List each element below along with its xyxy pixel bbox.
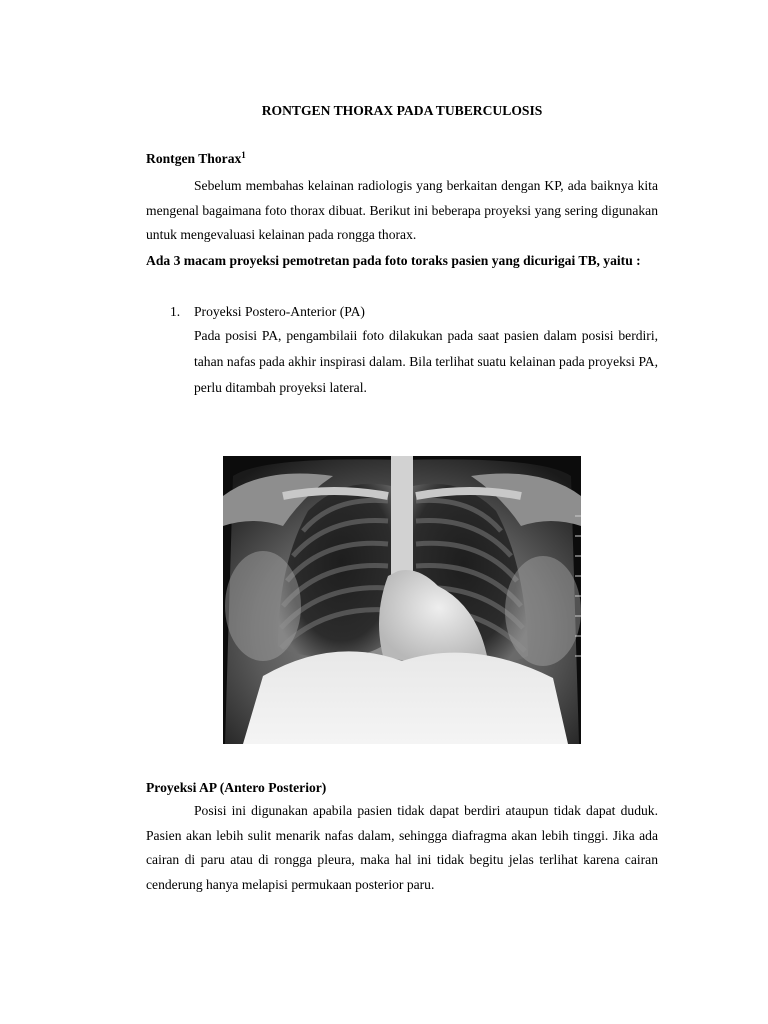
chest-xray-image [223, 456, 581, 744]
list-number: 1. [170, 304, 181, 319]
list-label: Proyeksi Postero-Anterior (PA) [194, 304, 365, 319]
ap-paragraph [146, 799, 658, 897]
page-title: RONTGEN THORAX PADA TUBERCULOSIS [261, 103, 543, 118]
section-heading-ap: Proyeksi AP (Antero Posterior) [146, 780, 327, 795]
intro-text: Sebelum membahas kelainan radiologis yang berkaitan dengan KP, ada baiknya kita mengenal bagaimana foto thorax dibuat. Berikut ini beberapa proyeksi yang sering digunakan untuk mengevaluasi kelainan pada rongga thorax. [146, 178, 658, 242]
list-item-pa [170, 303, 658, 321]
intro-paragraph [146, 174, 658, 248]
ap-text: Posisi ini digunakan apabila pasien tidak dapat berdiri ataupun tidak dapat duduk. Pasien akan lebih sulit menarik nafas dalam, sehingga diafragma akan lebih tinggi. Jika ada cairan di paru atau di rongga pleura, maka hal ini tidak begitu jelas terlihat karena cairan cenderung hanya melapisi permukaan posterior paru. [146, 803, 658, 892]
section-heading-text: Rontgen Thorax [146, 151, 242, 166]
projection-statement: Ada 3 macam proyeksi pemotretan pada foto toraks pasien yang dicurigai TB, yaitu : [146, 253, 641, 268]
footnote-marker: 1 [241, 150, 246, 160]
section-heading-rontgen-thorax [146, 150, 246, 168]
list-item-pa-body: Pada posisi PA, pengambilaii foto dilakukan pada saat pasien dalam posisi berdiri, tahan nafas pada akhir inspirasi dalam. Bila terlihat suatu kelainan pada proyeksi PA, perlu ditambah proyeksi lateral. [194, 328, 658, 395]
